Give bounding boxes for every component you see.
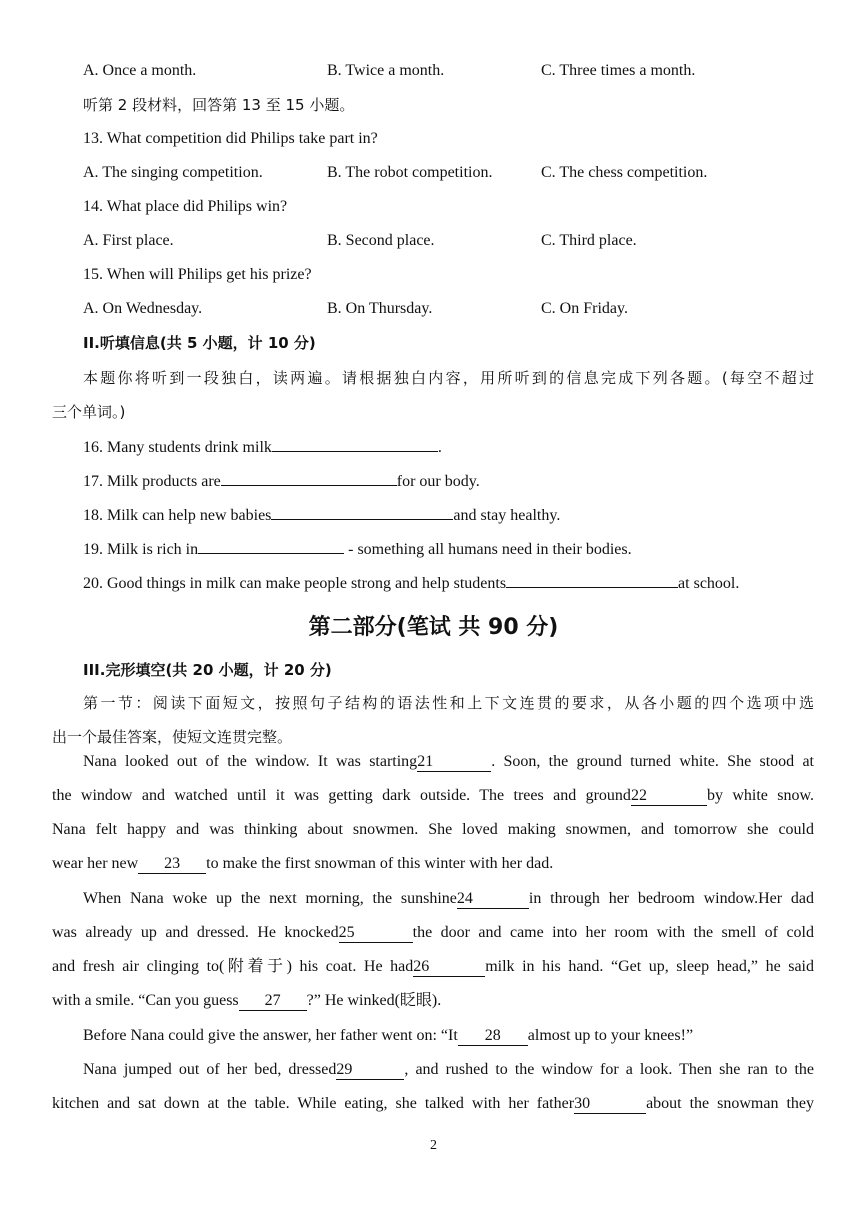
q20-answer-blank[interactable] (506, 572, 678, 588)
q18-line (83, 504, 560, 526)
q15-stem: 15. When will Philips get his prize? (83, 266, 312, 283)
q15-option-c: C. On Friday. (541, 300, 628, 317)
part-2-instruction-line-2: 三个单词。) (52, 403, 126, 421)
passage-line (52, 854, 553, 874)
passage-line (52, 786, 814, 806)
q16-answer-blank[interactable] (272, 436, 438, 452)
passage-line (83, 1060, 814, 1080)
q17-line (83, 470, 480, 492)
passage-text: ?” He winked(眨眼). (306, 992, 442, 1009)
passage-text: Before Nana could give the answer, her father went on: “It (83, 1027, 458, 1044)
q17-text: 17. Milk products are (83, 473, 221, 490)
part-3-instruction-line-2: 出一个最佳答案，使短文连贯完整。 (52, 728, 293, 746)
passage-line: Nana felt happy and was thinking about snowmen. She loved making snowmen, and tomorrow she could (52, 821, 814, 838)
passage-text: almost up to your knees!” (527, 1027, 694, 1044)
passage-text: Nana looked out of the window. It was starting (83, 753, 418, 770)
part-2-instruction-line-1: 本题你将听到一段独白，读两遍。请根据独白内容，用所听到的信息完成下列各题。(每空不超过 (83, 369, 814, 387)
passage-line (83, 889, 814, 909)
q12-option-a: A. Once a month. (83, 62, 197, 79)
q19-answer-blank[interactable] (198, 538, 344, 554)
q14-option-b: B. Second place. (327, 232, 435, 249)
passage-text: by white snow. (706, 787, 814, 804)
q13-option-a: A. The singing competition. (83, 164, 263, 181)
passage-text: . Soon, the ground turned white. She stood at (491, 753, 814, 770)
q12-option-c: C. Three times a month. (541, 62, 696, 79)
passage-text: kitchen and sat down at the table. While eating, she talked with her father (52, 1095, 575, 1112)
passage-line (83, 752, 814, 772)
passage-text: to make the first snowman of this winter with her dad. (206, 855, 554, 872)
cloze-blank-23[interactable]: 23 (138, 855, 206, 874)
q16-text: 16. Many students drink milk (83, 439, 272, 456)
part-2-title: II.听填信息(共 5 小题，计 10 分) (83, 334, 316, 352)
passage-line (52, 991, 441, 1011)
passage-text: Nana jumped out of her bed, dressed (83, 1061, 337, 1078)
q13-option-c: C. The chess competition. (541, 164, 708, 181)
passage-text: with a smile. “Can you guess (52, 992, 239, 1009)
passage-text: When Nana woke up the next morning, the sunshine (83, 890, 457, 907)
passage-text: , and rushed to the window for a look. Then she ran to the (404, 1061, 814, 1078)
page-number: 2 (430, 1138, 437, 1153)
passage-line (83, 1026, 693, 1046)
part-3-instruction-line-1: 第一节：阅读下面短文，按照句子结构的语法性和上下文连贯的要求，从各小题的四个选项中选 (83, 694, 814, 712)
q13-stem: 13. What competition did Philips take part in? (83, 130, 378, 147)
passage-text: in through her bedroom window.Her dad (528, 890, 814, 907)
q19-post: - something all humans need in their bodies. (344, 541, 632, 558)
q14-option-c: C. Third place. (541, 232, 637, 249)
cloze-blank-30[interactable]: 30 (574, 1095, 646, 1114)
passage-line (52, 1094, 814, 1114)
q15-option-a: A. On Wednesday. (83, 300, 203, 317)
passage-text: milk in his hand. “Get up, sleep head,” he said (485, 958, 815, 975)
passage-text: about the snowman they (646, 1095, 814, 1112)
q17-post: for our body. (396, 473, 480, 490)
cloze-blank-24[interactable]: 24 (457, 890, 529, 909)
q16-post: . (437, 439, 442, 456)
cloze-blank-28[interactable]: 28 (458, 1027, 528, 1046)
q19-text: 19. Milk is rich in (83, 541, 199, 558)
q12-option-b: B. Twice a month. (327, 62, 445, 79)
cloze-blank-22[interactable]: 22 (631, 787, 707, 806)
q14-option-a: A. First place. (83, 232, 174, 249)
cloze-blank-29[interactable]: 29 (336, 1061, 404, 1080)
q19-line (83, 538, 632, 560)
q20-post: at school. (678, 575, 740, 592)
part-3-title: III.完形填空(共 20 小题，计 20 分) (83, 661, 332, 679)
q16-line (83, 436, 442, 458)
cloze-blank-21[interactable]: 21 (417, 753, 491, 772)
cloze-blank-27[interactable]: 27 (239, 992, 307, 1011)
q18-text: 18. Milk can help new babies (83, 507, 272, 524)
cloze-blank-25[interactable]: 25 (339, 924, 413, 943)
q18-answer-blank[interactable] (271, 504, 453, 520)
q17-answer-blank[interactable] (221, 470, 397, 486)
passage-text: was already up and dressed. He knocked (52, 924, 339, 941)
passage-text: the door and came into her room with the smell of cold (412, 924, 814, 941)
q20-line (83, 572, 739, 594)
q20-text: 20. Good things in milk can make people strong and help students (83, 575, 507, 592)
q15-option-b: B. On Thursday. (327, 300, 433, 317)
passage-text: wear her new (52, 855, 139, 872)
passage-text: the window and watched until it was getting dark outside. The trees and ground (52, 787, 631, 804)
q14-stem: 14. What place did Philips win? (83, 198, 288, 215)
passage-text: and fresh air clinging to(附着于) his coat. He had (52, 958, 414, 975)
q18-post: and stay healthy. (453, 507, 561, 524)
q13-option-b: B. The robot competition. (327, 164, 493, 181)
section-2-intro: 听第 2 段材料，回答第 13 至 15 小题。 (83, 96, 355, 114)
passage-line (52, 957, 814, 977)
passage-line (52, 923, 814, 943)
cloze-blank-26[interactable]: 26 (413, 958, 485, 977)
written-part-heading: 第二部分(笔试 共 90 分) (308, 615, 559, 640)
